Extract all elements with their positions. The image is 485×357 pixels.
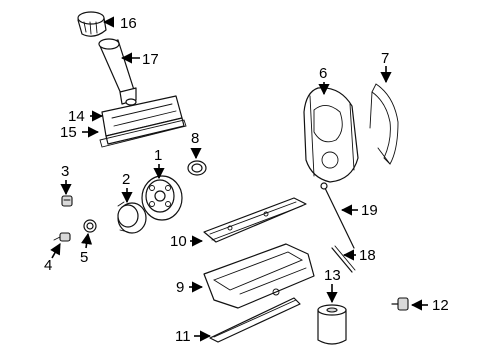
crankshaft-pulley (118, 202, 146, 233)
front-seal (188, 161, 206, 175)
callout-9: 9 (176, 279, 185, 296)
callout-10: 10 (170, 233, 187, 250)
callout-11: 11 (175, 328, 191, 345)
cover-bolt (54, 233, 70, 241)
callout-12: 12 (432, 297, 449, 314)
timing-cover (304, 88, 358, 182)
balancer-bolt (62, 196, 72, 206)
callout-1: 1 (154, 147, 163, 164)
dipstick (321, 183, 354, 248)
callout-18: 18 (359, 247, 376, 264)
callout-13: 13 (324, 267, 341, 284)
timing-cover-gasket (370, 84, 398, 164)
callout-16: 16 (120, 15, 137, 32)
callout-14: 14 (68, 108, 85, 125)
filler-tube (99, 39, 136, 104)
callout-19: 19 (361, 202, 378, 219)
callout-4: 4 (44, 257, 53, 274)
oil-filler-cap (78, 12, 106, 36)
oil-filter (318, 305, 346, 344)
callout-7: 7 (381, 50, 390, 67)
washer (84, 220, 96, 232)
drain-plug (392, 298, 408, 310)
callout-15: 15 (60, 124, 77, 141)
callout-6: 6 (319, 65, 328, 82)
callout-17: 17 (142, 51, 159, 68)
callout-3: 3 (61, 163, 70, 180)
callout-2: 2 (122, 171, 131, 188)
oil-pan (204, 244, 314, 308)
callout-8: 8 (191, 130, 200, 147)
oil-pan-seal-strip (210, 298, 300, 342)
oil-pan-gasket (204, 198, 306, 242)
harmonic-balancer (142, 176, 182, 220)
callout-5: 5 (80, 249, 89, 266)
